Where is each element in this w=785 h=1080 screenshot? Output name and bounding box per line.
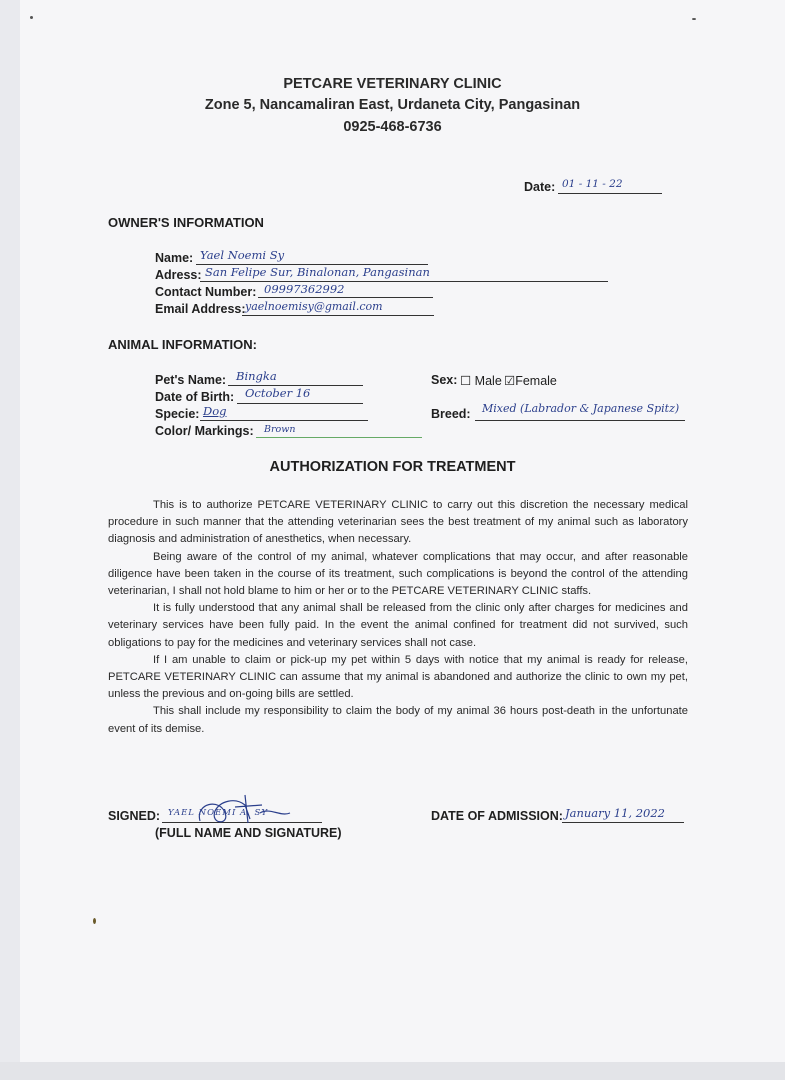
specie-underline [200, 420, 368, 421]
breed-value: Mixed (Labrador & Japanese Spitz) [482, 402, 680, 415]
contact-underline [258, 297, 433, 298]
pet-name-value: Bingka [236, 369, 277, 383]
owner-address-value: San Felipe Sur, Binalonan, Pangasinan [205, 265, 430, 279]
sex-male-option: ☐ Male [460, 374, 502, 388]
contact-value: 09997362992 [264, 282, 345, 296]
color-underline [256, 437, 422, 438]
signed-name-value: YAEL NOEMI A. SY [168, 808, 268, 818]
owner-address-underline [200, 281, 608, 282]
breed-underline [475, 420, 685, 421]
sex-label: Sex: [431, 373, 458, 387]
date-label: Date: [524, 180, 556, 194]
dob-label: Date of Birth: [155, 390, 235, 404]
color-label: Color/ Markings: [155, 424, 254, 438]
authorization-paragraph: This shall include my responsibility to claim the body of my animal 36 hours post-death in the unfortunate event of its demise. [108, 705, 688, 735]
scan-speck [93, 918, 96, 924]
authorization-paragraph: It is fully understood that any animal shall be released from the clinic only after charges for medicines and veterinary services have been fully paid. In the event the animal confined for treatment did not survived, such obligations to pay for the medicines and veterinary services shall not case. [108, 602, 688, 649]
breed-label: Breed: [431, 407, 471, 421]
date-underline [558, 193, 662, 194]
clinic-name: PETCARE VETERINARY CLINIC [283, 76, 502, 92]
scan-speck [30, 16, 33, 19]
color-value: Brown [264, 424, 296, 435]
authorization-body [108, 497, 688, 738]
scan-speck [692, 18, 696, 20]
sex-female-option: ☑Female [504, 374, 557, 388]
signed-label: SIGNED: [108, 809, 161, 823]
pet-name-label: Pet's Name: [155, 373, 227, 387]
authorization-paragraph: Being aware of the control of my animal, whatever complications that may occur, and after reasonable diligence have been taken in the course of its treatment, such complications is beyond the control of the attending veterinarian, I shall not hold blame to him or her or to the PETCARE VETERINARY CLINIC staffs. [108, 550, 688, 598]
dob-value: October 16 [245, 386, 311, 400]
owner-name-value: Yael Noemi Sy [200, 248, 285, 262]
authorization-paragraph: If I am unable to claim or pick-up my pet within 5 days with notice that my animal is ready for release, PETCARE VETERINARY CLINIC can assume that my animal is abandoned and authorize the clinic to own my pet, unless the previous and on-going bills are settled. [108, 653, 688, 701]
clinic-phone: 0925-468-6736 [343, 119, 442, 135]
specie-label: Specie: [155, 407, 200, 421]
email-label: Email Address: [155, 302, 246, 316]
specie-value: Dog [203, 404, 227, 418]
owner-address-label: Adress: [155, 268, 202, 282]
clinic-address: Zone 5, Nancamaliran East, Urdaneta City, Pangasinan [204, 97, 581, 113]
email-value: yaelnoemisy@gmail.com [245, 300, 383, 313]
contact-label: Contact Number: [155, 285, 257, 299]
admission-value: January 11, 2022 [565, 806, 665, 820]
owner-name-label: Name: [155, 251, 194, 265]
animal-heading: ANIMAL INFORMATION: [108, 337, 257, 352]
admission-label: DATE OF ADMISSION: [431, 809, 563, 823]
admission-underline [562, 822, 684, 823]
date-value: 01 - 11 - 22 [562, 178, 623, 190]
authorization-paragraph: This is to authorize PETCARE VETERINARY CLINIC to carry out this discretion the necessary medical procedure in such manner that the attending veterinarian sees the best treatment of my animal such as laboratory diagnosis and administration of anesthetics, when necessary. [108, 499, 688, 546]
scan-edge [0, 1062, 785, 1080]
authorization-title: AUTHORIZATION FOR TREATMENT [269, 459, 516, 475]
email-underline [242, 315, 434, 316]
signature-caption: (FULL NAME AND SIGNATURE) [155, 826, 342, 840]
owner-heading: OWNER'S INFORMATION [108, 215, 264, 230]
dob-underline [237, 403, 363, 404]
